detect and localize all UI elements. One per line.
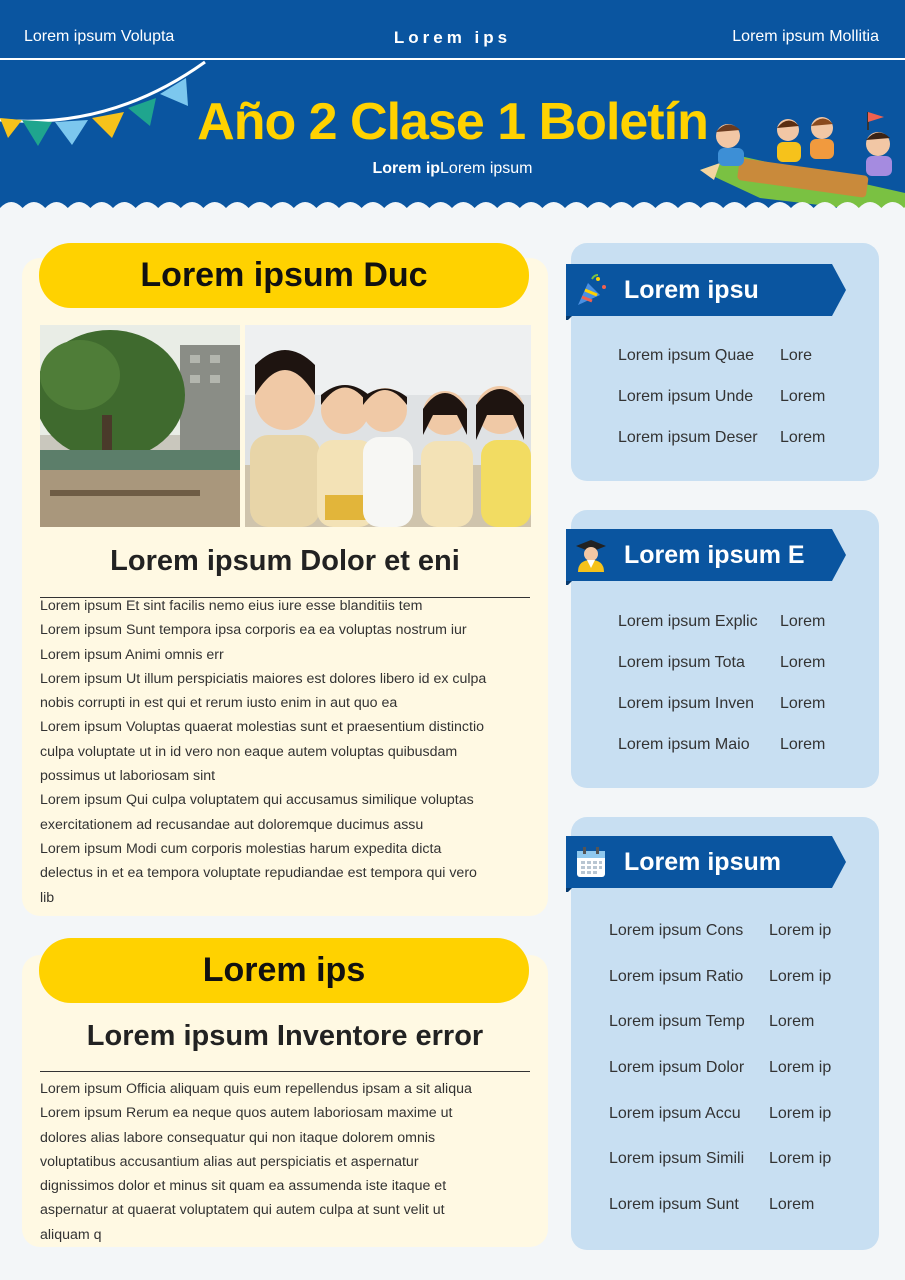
card-2-row-label: Lorem ipsum Explic [618,613,758,630]
article-1-body [40,600,535,916]
calendar-icon [574,845,608,879]
card-3-row-value: Lorem ip [769,922,832,939]
article-1-line: Lorem ipsum Modi cum corporis molestias harum expedita dicta [40,840,442,857]
card-3-row-label: Lorem ipsum Sunt [609,1196,739,1213]
article-1-line: culpa voluptate ut in id vero non eaque autem voluptas quibusdam [40,743,458,760]
article-1-line: possimus ut laboriosam sint [40,768,216,785]
top-left-text: Lorem ipsum Volupta [24,28,175,45]
article-2-line: aspernatur at quaerat voluptatem qui autem culpa at sunt velit ut [40,1202,445,1219]
wave-divider [0,196,905,215]
article-2-line: Lorem ipsum Rerum ea neque quos autem laboriosam maxime ut [40,1105,453,1122]
article-2-body [40,1077,535,1247]
article-2-line: aliquam q [40,1226,102,1243]
card-3-row-label: Lorem ipsum Simili [609,1150,745,1167]
students-group-photo [245,325,531,527]
article-1-line: nobis corrupti in est qui et rerum iusto enim in aut quo ea [40,695,398,712]
sidebar-card-2-title: Lorem ipsum E [624,541,805,569]
article-2-line: Lorem ipsum Officia aliquam quis eum repellendus ipsam a sit aliqua [40,1081,472,1097]
article-2-line: dolores alias labore consequatur qui non itaque dolorem omnis [40,1129,436,1146]
article-1-line: exercitationem ad recusandae aut doloremque ducimus assu [40,816,424,833]
card-3-row-value: Lorem ip [769,1150,832,1167]
card-1-row-label: Lorem ipsum Unde [618,388,754,405]
card-1-row-value: Lore [780,347,813,364]
article-1-line: delectus in et ea tempora voluptate repudiandae est tempora qui vero [40,865,477,882]
sidebar-card-1-title: Lorem ipsu [624,276,759,304]
card-1-row-label: Lorem ipsum Quae [618,347,755,364]
sidebar-card-2-tag [566,529,846,581]
card-2-row-label: Lorem ipsum Inven [618,695,755,712]
sidebar-card-3-tag [566,836,846,888]
article-2-heading: Lorem ipsum Inventore error [86,1020,484,1052]
article-1-line: Lorem ipsum Sunt tempora ipsa corporis ea ea voluptas nostrum iur [40,622,467,639]
article-2-pill-heading: Lorem ips [39,938,529,1003]
card-1-row-label: Lorem ipsum Deser [618,429,758,446]
card-3-row-label: Lorem ipsum Temp [609,1013,745,1030]
card-2-row-value: Lorem [780,613,826,630]
top-bar [0,0,905,60]
article-1-heading: Lorem ipsum Dolor et eni [110,545,460,577]
article-1-line: Lorem ipsum Animi omnis err [40,646,224,663]
subtitle-rest: Lorem ipsum [440,160,533,177]
article-2-line: voluptatibus accusantium alias aut perspiciatis et aspernatur [40,1153,419,1170]
card-2-row-label: Lorem ipsum Tota [618,654,745,671]
card-2-row-label: Lorem ipsum Maio [618,736,750,753]
article-1-line: Lorem ipsum Qui culpa voluptatem qui accusamus similique voluptas [40,792,474,809]
subtitle-bold: Lorem ip [372,160,441,177]
graduate-icon [574,538,608,572]
card-1-row-value: Lorem [780,388,826,405]
article-1-line: Lorem ipsum Et sint facilis nemo eius iure esse blanditiis tem [40,600,423,614]
party-popper-icon [574,273,608,307]
article-2-line: dignissimos dolor et minus sit quam ea assumenda iste itaque et [40,1178,447,1195]
card-3-row-label: Lorem ipsum Cons [609,922,744,939]
article-2-rule [40,1071,530,1072]
article-1-line: Lorem ipsum Ut illum perspiciatis maiores est dolores libero id ex culpa [40,670,487,687]
top-center-text: Lorem ips [393,28,512,47]
card-3-row-label: Lorem ipsum Ratio [609,968,744,985]
top-right-text: Lorem ipsum Mollitia [732,28,879,45]
card-3-row-value: Lorem [769,1196,815,1213]
card-2-row-value: Lorem [780,695,826,712]
sidebar-card-3-title: Lorem ipsum [624,848,781,876]
card-3-row-label: Lorem ipsum Accu [609,1105,741,1122]
card-3-row-value: Lorem ip [769,1059,832,1076]
card-3-row-label: Lorem ipsum Dolor [609,1059,745,1076]
card-3-row-value: Lorem ip [769,968,832,985]
card-2-row-value: Lorem [780,736,826,753]
sidebar-card-1-tag [566,264,846,316]
card-3-row-value: Lorem [769,1013,815,1030]
header-banner [0,0,905,215]
schoolyard-photo [40,325,240,527]
card-3-row-value: Lorem ip [769,1105,832,1122]
article-1-line: Lorem ipsum Voluptas quaerat molestias sunt et praesentium distinctio [40,719,484,736]
article-1-rule [40,597,530,598]
card-2-row-value: Lorem [780,654,826,671]
newsletter-title: Año 2 Clase 1 Boletín [197,93,708,151]
article-1-pill-heading: Lorem ipsum Duc [39,243,529,308]
card-1-row-value: Lorem [780,429,826,446]
article-1-line: lib [40,889,55,906]
